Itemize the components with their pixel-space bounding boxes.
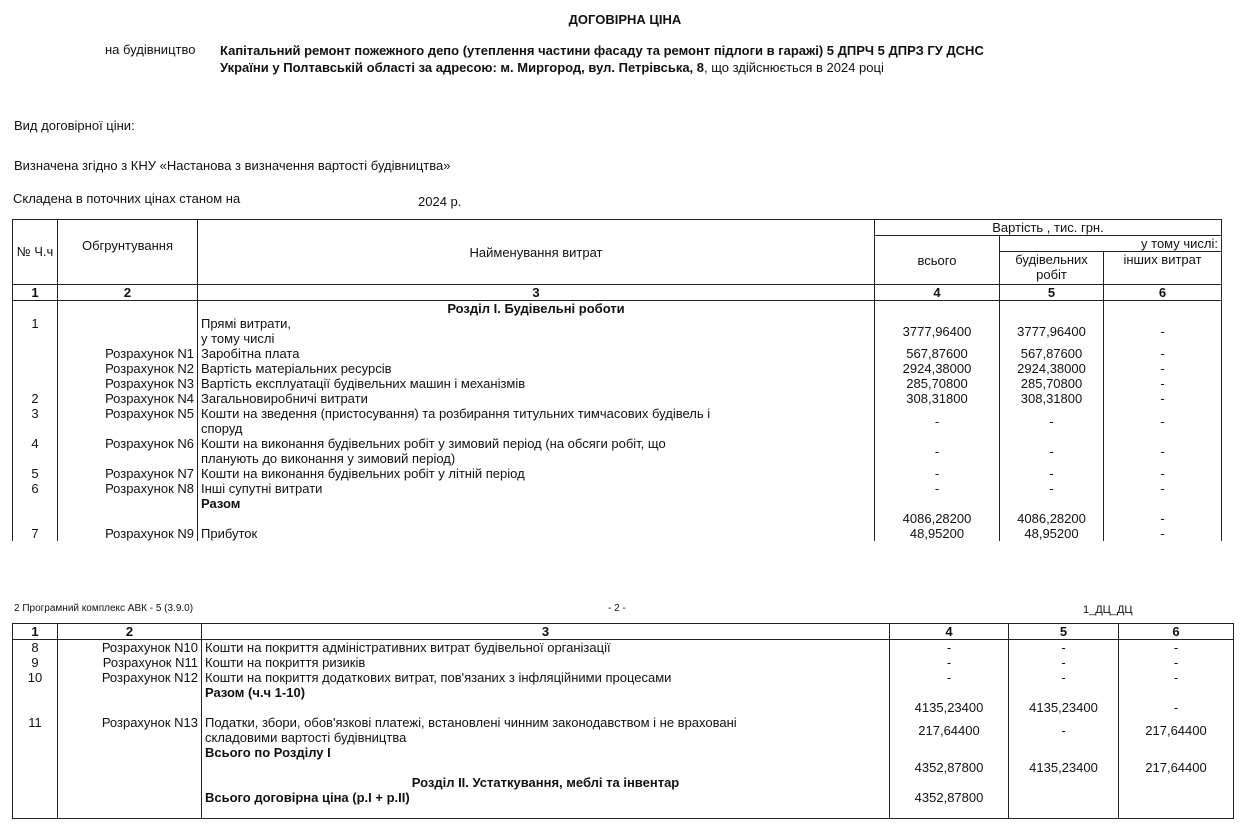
row-other-value: -: [1104, 406, 1222, 436]
row-number: [13, 376, 58, 391]
object-line-2: [220, 59, 984, 76]
row-basis: Розрахунок N11: [58, 655, 202, 670]
row-other-value: -: [1104, 361, 1222, 376]
object-prefix: на будівництво: [105, 42, 196, 57]
grand-total-row: [13, 790, 1234, 819]
object-line-2-rest: , що здійснюється в 2024 році: [704, 60, 884, 75]
row-build-value: -: [1009, 655, 1119, 670]
cost-item-name: Кошти на виконання будівельних робіт у зимовий період (на обсяги робіт, що планують до виконання у зимовий період): [198, 436, 875, 466]
row-build-value: -: [1000, 481, 1104, 496]
price-kind-label: Вид договірної ціни:: [14, 118, 135, 133]
object-line-2-bold: України у Полтавській області за адресою: м. Миргород, вул. Петрівська, 8: [220, 60, 705, 75]
row-number: [13, 775, 58, 790]
footer-page-number: - 2 -: [608, 603, 626, 614]
row-number: [13, 361, 58, 376]
table-row: [13, 655, 1234, 670]
object-line-1: Капітальний ремонт пожежного депо (утеплення частини фасаду та ремонт підлоги в гаражі) 5 ДПРЧ 5 ДПРЗ ГУ ДСНС: [220, 43, 984, 58]
row-total-value: 567,87600: [875, 346, 1000, 361]
table-row: [13, 406, 1222, 436]
row-other-value: -: [1104, 316, 1222, 346]
column-number-cell: 5: [1000, 285, 1104, 301]
row-basis: Розрахунок N5: [58, 406, 198, 436]
row-build-value: 4086,28200: [1000, 496, 1104, 526]
cost-item-name: Вартість експлуатації будівельних машин і механізмів: [198, 376, 875, 391]
grand-total-label: Всього договірна ціна (р.І + р.ІІ): [202, 790, 890, 819]
page-1-rows: [13, 316, 1222, 541]
row-number: [13, 346, 58, 361]
cost-item-name: Кошти на зведення (пристосування) та розбирання титульних тимчасових будівель і споруд: [198, 406, 875, 436]
page-2-rows: [13, 640, 1234, 819]
table-row: [13, 640, 1234, 656]
table-row: [13, 670, 1234, 685]
column-number-cell: 5: [1009, 624, 1119, 640]
row-basis: Розрахунок N7: [58, 466, 198, 481]
table-row: [13, 376, 1222, 391]
row-other-value: -: [1119, 655, 1234, 670]
row-total-value: [890, 775, 1009, 790]
row-total-value: 4086,28200: [875, 496, 1000, 526]
row-basis: Розрахунок N2: [58, 361, 198, 376]
cost-item-name: Податки, збори, обов'язкові платежі, встановлені чинним законодавством і не враховані складовими вартості будівництва: [202, 715, 890, 745]
row-total-value: -: [890, 640, 1009, 656]
basis-line: Визначена згідно з КНУ «Настанова з визначення вартості будівництва»: [14, 158, 451, 173]
cost-table-page-2: [12, 623, 1234, 819]
row-basis: Розрахунок N6: [58, 436, 198, 466]
row-total-value: 3777,96400: [875, 316, 1000, 346]
row-number: 1: [13, 316, 58, 346]
row-number: 4: [13, 436, 58, 466]
row-other-value: -: [1104, 481, 1222, 496]
cost-item-name: Кошти на покриття ризиків: [202, 655, 890, 670]
footer-software: 2 Програмний комплекс АВК - 5 (3.9.0): [14, 603, 194, 614]
row-total-value: -: [875, 466, 1000, 481]
cost-item-name: Прямі витрати, у тому числі: [198, 316, 875, 346]
row-build-value: 285,70800: [1000, 376, 1104, 391]
row-basis: Розрахунок N13: [58, 715, 202, 745]
row-basis: [58, 496, 198, 526]
prices-year: 2024 р.: [418, 194, 462, 209]
row-other-value: -: [1104, 526, 1222, 541]
column-number-cell: 3: [198, 285, 875, 301]
row-build-value: 2924,38000: [1000, 361, 1104, 376]
row-number: 11: [13, 715, 58, 745]
table-row: [13, 715, 1234, 745]
row-number: 10: [13, 670, 58, 685]
row-other-value: -: [1119, 685, 1234, 715]
row-number: 3: [13, 406, 58, 436]
section-1-title: Розділ І. Будівельні роботи: [198, 301, 875, 317]
row-basis: Розрахунок N8: [58, 481, 198, 496]
row-other-value: -: [1104, 346, 1222, 361]
row-total-value: 4352,87800: [890, 745, 1009, 775]
table-row: [13, 391, 1222, 406]
row-basis: [58, 745, 202, 775]
row-total-value: 217,64400: [890, 715, 1009, 745]
row-build-value: 3777,96400: [1000, 316, 1104, 346]
cost-item-name: Заробітна плата: [198, 346, 875, 361]
row-number: 9: [13, 655, 58, 670]
cost-item-name: Кошти на покриття адміністративних витрат будівельної організації: [202, 640, 890, 656]
row-build-value: 567,87600: [1000, 346, 1104, 361]
row-number: [13, 496, 58, 526]
subtotal-label: Разом: [198, 496, 875, 526]
column-number-cell: 1: [13, 624, 58, 640]
row-basis: Розрахунок N12: [58, 670, 202, 685]
row-build-value: 4135,23400: [1009, 685, 1119, 715]
row-basis: Розрахунок N9: [58, 526, 198, 541]
row-total-value: 2924,38000: [875, 361, 1000, 376]
row-basis: [58, 685, 202, 715]
row-number: 5: [13, 466, 58, 481]
row-build-value: [1009, 790, 1119, 819]
col-header-total: всього: [875, 236, 1000, 285]
cost-item-name: Інші супутні витрати: [198, 481, 875, 496]
row-build-value: 48,95200: [1000, 526, 1104, 541]
subtotal-label: Всього по Розділу І: [202, 745, 890, 775]
table-row: [13, 481, 1222, 496]
row-total-value: -: [875, 436, 1000, 466]
object-name: [220, 42, 984, 76]
cost-item-name: Кошти на покриття додаткових витрат, пов'язаних з інфляційними процесами: [202, 670, 890, 685]
row-total-value: -: [890, 655, 1009, 670]
row-build-value: [1009, 775, 1119, 790]
row-build-value: -: [1009, 715, 1119, 745]
cost-item-name: Загальновиробничі витрати: [198, 391, 875, 406]
col-header-name: Найменування витрат: [198, 220, 875, 285]
row-basis: [58, 775, 202, 790]
row-basis: Розрахунок N1: [58, 346, 198, 361]
section-2-title: Розділ ІІ. Устаткування, меблі та інвентар: [202, 775, 890, 790]
row-number: [13, 745, 58, 775]
row-basis: Розрахунок N10: [58, 640, 202, 656]
prices-label: Складена в поточних цінах станом на: [13, 191, 241, 206]
row-total-value: 4135,23400: [890, 685, 1009, 715]
row-basis: Розрахунок N4: [58, 391, 198, 406]
row-total-value: 285,70800: [875, 376, 1000, 391]
table-row: [13, 496, 1222, 526]
footer-form-code: 1_ДЦ_ДЦ: [1083, 604, 1133, 616]
column-number-cell: 3: [202, 624, 890, 640]
column-number-cell: 6: [1104, 285, 1222, 301]
document-title: ДОГОВІРНА ЦІНА: [568, 12, 682, 27]
cost-item-name: Кошти на виконання будівельних робіт у літній період: [198, 466, 875, 481]
col-header-other: інших витрат: [1104, 252, 1222, 285]
row-basis: [58, 790, 202, 819]
row-basis: Розрахунок N3: [58, 376, 198, 391]
row-number: [13, 790, 58, 819]
column-number-cell: 4: [875, 285, 1000, 301]
row-basis: [58, 316, 198, 346]
col-header-build: будівельних робіт: [1000, 252, 1104, 285]
row-build-value: -: [1009, 670, 1119, 685]
row-number: [13, 685, 58, 715]
row-build-value: 308,31800: [1000, 391, 1104, 406]
column-number-cell: 6: [1119, 624, 1234, 640]
col-header-incl: у тому числі:: [1000, 236, 1222, 252]
cost-table-page-1: [12, 219, 1222, 541]
row-other-value: -: [1104, 436, 1222, 466]
table-row: [13, 346, 1222, 361]
row-total-value: -: [890, 670, 1009, 685]
row-build-value: -: [1000, 466, 1104, 481]
subtotal-label: Разом (ч.ч 1-10): [202, 685, 890, 715]
row-other-value: -: [1119, 670, 1234, 685]
table-row: [13, 436, 1222, 466]
column-number-cell: 4: [890, 624, 1009, 640]
table-row: [13, 316, 1222, 346]
row-other-value: 217,64400: [1119, 745, 1234, 775]
row-number: 8: [13, 640, 58, 656]
row-build-value: -: [1009, 640, 1119, 656]
row-other-value: -: [1104, 391, 1222, 406]
col-header-no: № Ч.ч: [13, 220, 58, 285]
table-row: [13, 685, 1234, 715]
column-number-cell: 2: [58, 624, 202, 640]
row-other-value: -: [1119, 640, 1234, 656]
cost-item-name: Прибуток: [198, 526, 875, 541]
column-numbers-row-2: [13, 624, 1234, 640]
row-total-value: 48,95200: [875, 526, 1000, 541]
table-row: [13, 361, 1222, 376]
row-other-value: -: [1104, 496, 1222, 526]
table-row: [13, 466, 1222, 481]
row-other-value: [1119, 775, 1234, 790]
row-number: 2: [13, 391, 58, 406]
row-number: 7: [13, 526, 58, 541]
row-other-value: [1119, 790, 1234, 819]
table-row: [13, 745, 1234, 775]
col-header-basis: Обгрунтування: [58, 220, 198, 285]
col-header-cost: Вартість , тис. грн.: [875, 220, 1222, 236]
row-other-value: -: [1104, 466, 1222, 481]
row-other-value: -: [1104, 376, 1222, 391]
column-number-cell: 2: [58, 285, 198, 301]
row-build-value: -: [1000, 436, 1104, 466]
row-total-value: 308,31800: [875, 391, 1000, 406]
row-other-value: 217,64400: [1119, 715, 1234, 745]
cost-item-name: Вартість матеріальних ресурсів: [198, 361, 875, 376]
column-numbers-row: [13, 285, 1222, 301]
row-build-value: 4135,23400: [1009, 745, 1119, 775]
table-row: [13, 775, 1234, 790]
row-build-value: -: [1000, 406, 1104, 436]
table-row: [13, 526, 1222, 541]
row-total-value: -: [875, 406, 1000, 436]
row-total-value: -: [875, 481, 1000, 496]
grand-total-value: 4352,87800: [890, 790, 1009, 819]
column-number-cell: 1: [13, 285, 58, 301]
row-number: 6: [13, 481, 58, 496]
